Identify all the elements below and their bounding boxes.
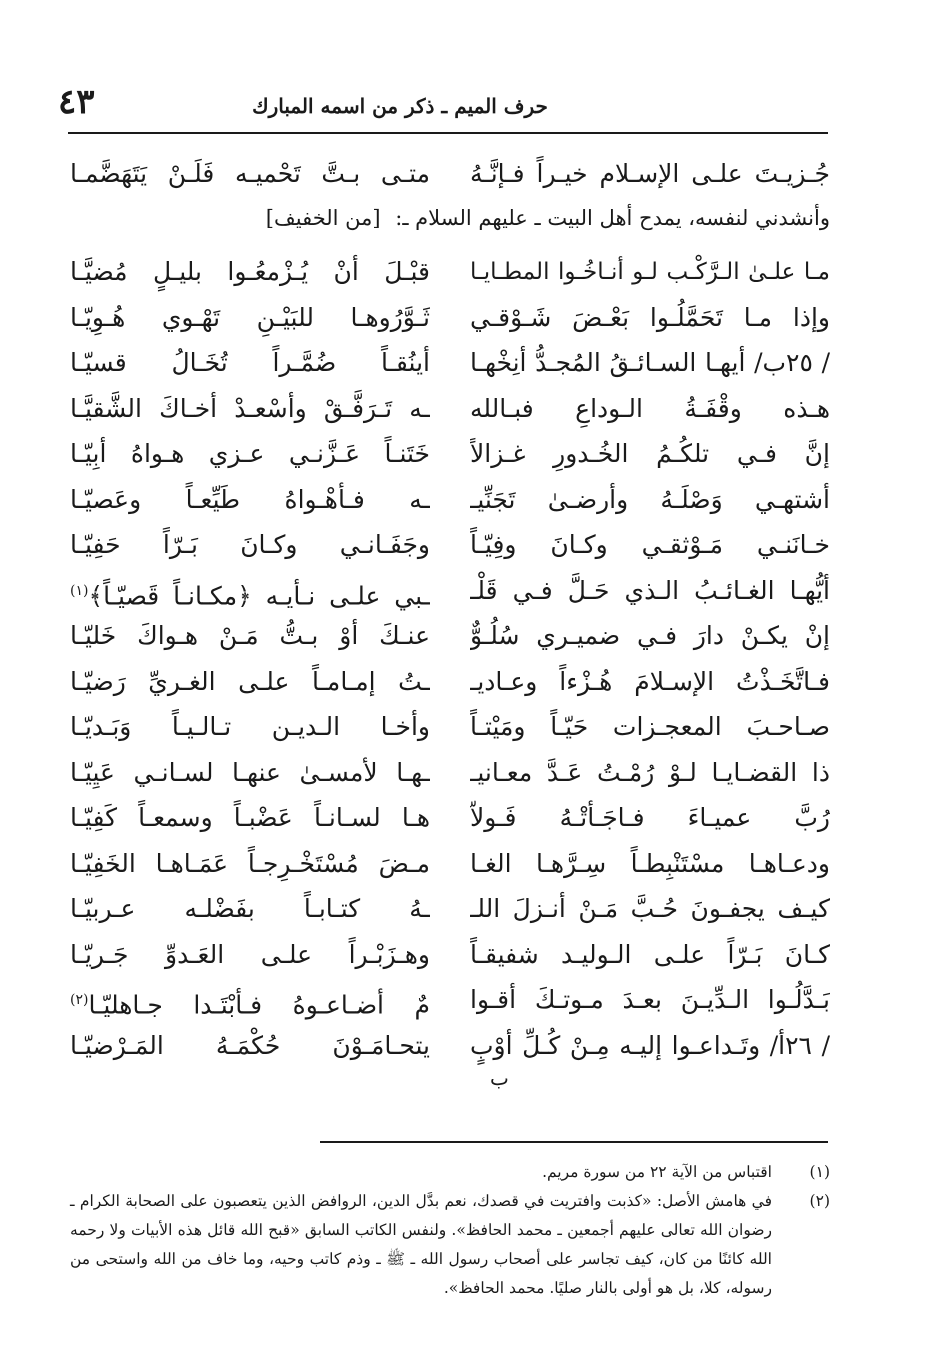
verse-row <box>70 478 830 522</box>
verse-second-hemistich: ـهـا لأمسـىٰ عنهـا لسـانـي عَيِيّـا <box>70 757 430 787</box>
verse-row <box>70 523 830 567</box>
verse-second-hemistich: وهـزَبْـراً علـى العَـدوِّ جَـريّـا <box>70 939 430 969</box>
verse-row <box>70 796 830 840</box>
verse-row <box>70 387 830 431</box>
verse-row <box>70 933 830 977</box>
verse-first-hemistich: هـذه وقْفَـةُ الـوداعِ فبـالله <box>470 393 830 423</box>
verse-first-hemistich: جُـزيـتَ علـى الإسـلام خيـراً فـإنَّـهُ <box>470 159 830 188</box>
verse-row <box>70 250 830 294</box>
verse-second-hemistich: مـضَ مُسْتَخْـرِجـاً عَمَـاهـا الخَفِيّـا <box>70 848 430 878</box>
verse-row <box>70 842 830 886</box>
verse-row <box>70 751 830 795</box>
verse-row <box>70 978 830 1022</box>
verse-row <box>70 341 830 385</box>
verse-row <box>70 152 830 196</box>
footnote-label: (١) <box>809 1163 830 1181</box>
page-number: ٤٣ <box>58 82 95 122</box>
poem-intro <box>150 206 830 230</box>
footnote-label: (٢) <box>809 1192 830 1210</box>
verse-first-hemistich: ودعـاهـا مسْتَنْبِطـاً سِـرَّهـا الغـا <box>470 848 830 878</box>
verse-row <box>70 660 830 704</box>
footnote-ref: (١) <box>70 582 89 599</box>
verse-second-hemistich <box>70 569 430 618</box>
verse-second-hemistich: هـا لسـانـاً عَضْبـاً وسمعـاً كَفِيّـا <box>70 803 430 832</box>
footnote <box>70 1158 830 1187</box>
verse-second-hemistich: يتحـامَـوْنَ حُكْمَـهُ المَـرْضيّـا <box>70 1030 430 1060</box>
verse-first-hemistich: إنْ يكـنْ دارَ فـي ضميـري سُلُـوٌّ <box>470 621 830 650</box>
verse-second-hemistich: ـه تَـرَفَّـقْ وأسْعـدْ أخـاكَ الشَّقيَّـا <box>70 393 430 423</box>
verse-first-hemistich: ذا القضـايـا لـوْ رُمْـتُ عَـدَّ معـانيـ <box>470 757 830 787</box>
verse-second-hemistich: ثَـوَّرُوهـا للبَيْـنِ تَهْـوي هُـوِيّـا <box>70 302 430 332</box>
verse-second-hemistich: خَتَنـاً عَـزَّنـي عـزي هـواهُ أبِيّـا <box>70 439 430 468</box>
running-head: حرف الميم ـ ذكر من اسمه المبارك <box>252 94 548 118</box>
verse-first-hemistich: كـانَ بَـرّاً علـى الـوليـد شفيقـاً <box>470 939 830 969</box>
verse-row <box>70 296 830 340</box>
verse-first-hemistich: أيُّهـا الغـائـبُ الـذي حَـلَّ فـي قَلْـ <box>470 575 830 605</box>
footnote-text: في هامش الأصل: «كذبت وافتريت في قصدك، نعم بدَّل الدين، الروافض الذين يتعصبون على الصحابة الكرام ـ رضوان الله تعالى عليهم أجمعين ـ محمد الحافظ». ولنفس الكاتب السابق «قبح الله قائل هذه الأبيات ولا رحمه الله كائنًا من كان، كيف تجاسر على أصحاب رسول الله ـ ﷺ ـ وذم كاتب وحيه، وما خاف من الله واستحى من رسوله، كلا، بل هو أولى بالنار صليًا. محمد الحافظ». <box>70 1192 772 1297</box>
verse-first-hemistich: / ٢٥ب/ أيهـا السـائـقُ المُجـدُّ أنِخْهـا <box>470 348 830 377</box>
verse-text: ـبي علـى نـأيـه ﴿مكـانـاً قَصيّـاً﴾ <box>88 580 430 610</box>
verse-first-hemistich: بَـدَّلُـوا الـدِّيـنَ بعـدَ مـوتـكَ أقـوا <box>470 985 830 1014</box>
verse-first-hemistich: إنَّ فـي تلكُـمُ الخُـدورِ غـزالاً <box>470 439 830 468</box>
verse-first-hemistich: خـانَنـي مَـوْثقـي وكـانَ وفِيّـاً <box>470 530 830 559</box>
meter-label: [من الخفيف] <box>265 206 381 230</box>
verse-first-hemistich: / ٢٦أ/ وتَـداعـوا إليـه مِـنْ كُـلِّ أوْبٍ <box>470 1030 830 1060</box>
footnote-text: اقتباس من الآية ٢٢ من سورة مريم. <box>542 1163 772 1181</box>
verse-second-hemistich: قبْـلَ أنْ يُـزْمعُـوا بليـلٍ مُضيَّـا <box>70 257 430 286</box>
catchword: ب <box>490 1066 509 1090</box>
verse-first-hemistich: فـاتَّخَـذْتُ الإسـلامَ هُـزْءاً وعـاديـ <box>470 666 830 696</box>
footnote <box>70 1187 830 1303</box>
verse-first-hemistich: صـاحـبَ المعجـزات حَيّـاً ومَيْتـاً <box>470 712 830 741</box>
footnote-ref: (٢) <box>70 992 89 1008</box>
verse-second-hemistich: عنـكَ أوْ بـتُّ مَـنْ هـواكَ خَليّـا <box>70 621 430 650</box>
verse-row <box>70 705 830 749</box>
verse-second-hemistich: وأخـا الـديـن تـالـيـاً وَبَـديّـا <box>70 712 430 741</box>
intro-text: وأنشدني لنفسه، يمدح أهل البيت ـ عليهم السلام ـ: <box>395 206 830 230</box>
verse-row <box>70 569 830 613</box>
verse-second-hemistich: أينُقـاً ضُمَّـراً تُخَـالُ قسيّـا <box>70 348 430 377</box>
verse-row <box>70 887 830 931</box>
verse-first-hemistich: وإذا مـا تَحَمَّلُـوا بَعْـضَ شَـوْقـي <box>470 302 830 332</box>
verse-first-hemistich: مـا علـىٰ الـرَّكْـب لـو أنـاخُـوا المطـايـا <box>470 259 830 285</box>
footnote-rule <box>320 1141 828 1143</box>
verse-first-hemistich: أشتهـي وَصْلَـهُ وأرضـىٰ تَجَنِّيـ <box>470 484 830 514</box>
verse-second-hemistich: ـه فـأهْـواهُ طَيِّعـاً وعَصيّـا <box>70 484 430 514</box>
verse-second-hemistich: ـهُ كتـابـاً بفَضْلـه عـربيّـا <box>70 894 430 923</box>
verse-row <box>70 1024 830 1068</box>
verse-first-hemistich: كيـف يجفـونَ حُـبَّ مَـنْ أنـزلَ اللـ <box>470 894 830 923</box>
verse-second-hemistich: متـى بـتَّ تَحْميـه فَلَـنْ يَتَهَضَّمـا <box>70 159 430 188</box>
verse-second-hemistich: وجَفَـانـي وكـانَ بَـرّاً حَفِيّـا <box>70 530 430 559</box>
verse-second-hemistich <box>70 978 430 1027</box>
header-rule <box>68 132 828 134</box>
verse-row <box>70 432 830 476</box>
verse-text: مٌ أضـاعـوهُ فـأبْتَـدا جـاهليّـا <box>88 990 430 1020</box>
verse-first-hemistich: رُبَّ عميـاءَ فـاجَـأتْـهُ فَـولاّ <box>470 803 830 832</box>
verse-second-hemistich: ـتُ إمـامـاً علـى الغـريِّ رَضيّـا <box>70 666 430 696</box>
verse-row <box>70 614 830 658</box>
